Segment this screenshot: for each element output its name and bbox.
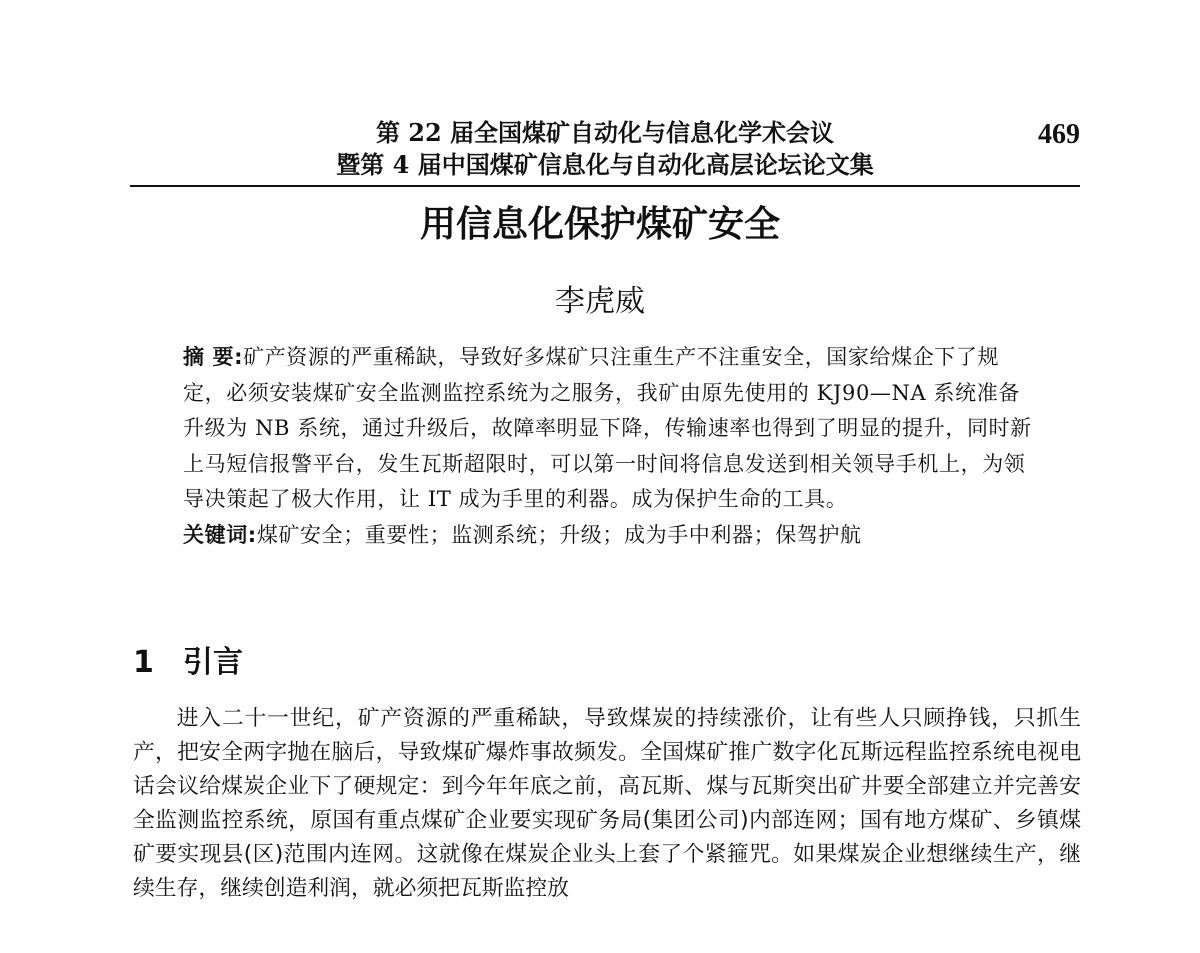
running-header [130,118,1080,184]
keywords-text: 煤矿安全；重要性；监测系统；升级；成为手中利器；保驾护航 [256,522,862,547]
paper-title: 用信息化保护煤矿安全 [419,204,780,245]
abstract-label: 摘 要: [183,345,244,369]
section-heading [133,640,243,686]
paper-author: 李虎威 [555,284,645,319]
abstract [183,340,1033,518]
section-number: 1 [133,645,154,680]
page-number: 469 [1038,119,1080,150]
abstract-block [183,340,1033,553]
body-text [133,702,1081,906]
header-divider [130,185,1080,187]
keywords-label: 关键词: [183,522,257,547]
section-title: 引言 [183,645,243,680]
body-paragraph: 进入二十一世纪，矿产资源的严重稀缺，导致煤炭的持续涨价，让有些人只顾挣钱，只抓生产，把安全两字抛在脑后，导致煤矿爆炸事故频发。全国煤矿推广数字化瓦斯远程监控系统电视电话会议给煤炭企业下了硬规定：到今年年底之前，高瓦斯、煤与瓦斯突出矿井要全部建立并完善安全监测监控系统，原国有重点煤矿企业要实现矿务局(集团公司)内部连网；国有地方煤矿、乡镇煤矿要实现县(区)范围内连网。这就像在煤炭企业头上套了个紧箍咒。如果煤炭企业想继续生产，继续生存，继续创造利润，就必须把瓦斯监控放 [133,706,1081,901]
conference-title-line-1: 第 22 届全国煤矿自动化与信息化学术会议 [375,118,835,147]
keywords [183,518,1033,554]
conference-title-line-2: 暨第 4 届中国煤矿信息化与自动化高层论坛论文集 [336,150,874,179]
abstract-text: 矿产资源的严重稀缺，导致好多煤矿只注重生产不注重安全，国家给煤企下了规定，必须安装煤矿安全监测监控系统为之服务，我矿由原先使用的 KJ90—NA 系统准备升级为 NB 系统，通过升级后，故障率明显下降，传输速率也得到了明显的提升，同时新上马短信报警平台，发生瓦斯超限时，可以第一时间将信息发送到相关领导手机上，为领导决策起了极大作用，让 IT 成为手里的利器。成为保护生命的工具。 [183,345,1032,511]
